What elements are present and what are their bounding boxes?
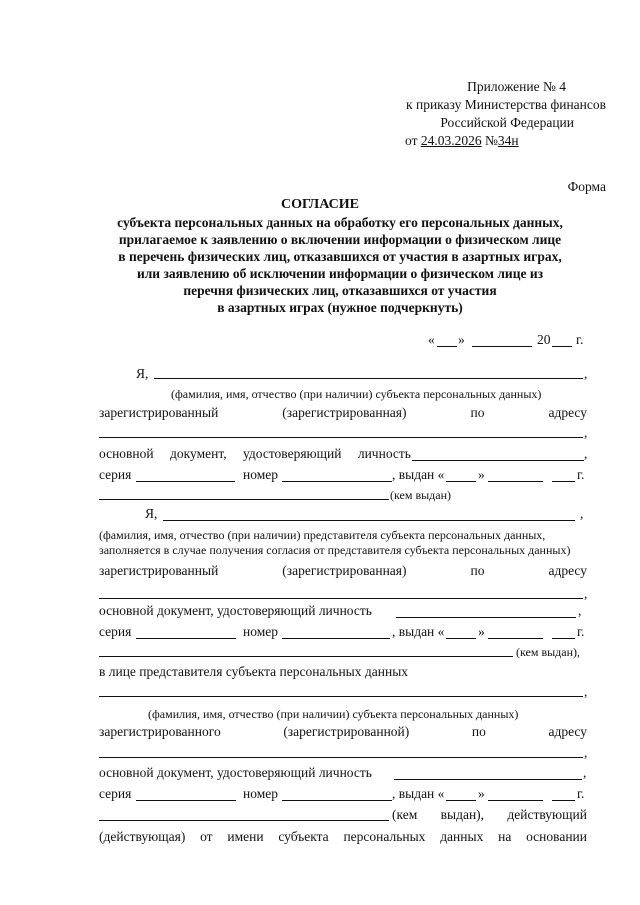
subject-issued-label: , выдан « [392, 467, 445, 482]
subtitle-line-3: в перечень физических лиц, отказавшихся от участия в азартных играх, [118, 249, 562, 264]
rep-doc-comma: , [578, 603, 582, 618]
date-month-field[interactable] [472, 346, 532, 347]
appendix-date-prefix: от [405, 133, 418, 148]
appendix-line-4 [405, 133, 519, 149]
subtitle-line-2: прилагаемое к заявлению о включении информации о физическом лице [118, 232, 562, 247]
word: удостоверяющий [242, 446, 342, 461]
appendix-number-prefix: № [484, 133, 498, 148]
word: основании [526, 829, 587, 844]
date-close-quote: » [458, 332, 465, 347]
date-year-suffix: г. [576, 332, 584, 347]
appendix-number: 34н [497, 133, 519, 148]
word: адресу [548, 563, 587, 578]
rep-fio-field[interactable] [163, 520, 575, 521]
word: основной [99, 446, 154, 461]
word: (кем [392, 807, 418, 822]
subject-issued-month-field[interactable] [488, 481, 543, 482]
appendix-line-2: к приказу Министерства финансов [406, 97, 606, 112]
word: зарегистрированного [99, 724, 221, 739]
rep-issued-day-field[interactable] [446, 638, 476, 639]
rep-issued-year-g: г. [577, 624, 585, 639]
rep-issued-label: , выдан « [392, 624, 445, 639]
word: (зарегистрированная) [282, 405, 407, 420]
in-person-issued-year-g: г. [577, 786, 585, 801]
word: зарегистрированный [99, 563, 219, 578]
rep-issued-year-field[interactable] [552, 638, 575, 639]
subject-ya-label: Я, [136, 366, 149, 381]
rep-doc-label: основной документ, удостоверяющий личность [99, 603, 372, 618]
rep-number-label: номер [243, 624, 279, 639]
word: личность [357, 446, 411, 461]
subject-issued-close: » [478, 467, 485, 482]
word: персональных [343, 829, 426, 844]
subject-issuer-caption: (кем выдан) [390, 488, 452, 502]
subject-number-field[interactable] [282, 481, 392, 482]
rep-registered-line [99, 563, 587, 579]
word: (зарегистрированная) [282, 563, 407, 578]
in-person-issuer-field[interactable] [99, 820, 389, 821]
subject-fio-caption: (фамилия, имя, отчество (при наличии) субъекта персональных данных) [171, 387, 542, 401]
rep-series-label: серия [99, 624, 132, 639]
word: выдан), [440, 807, 485, 822]
subject-issued-year-field[interactable] [552, 481, 575, 482]
in-person-issued-label: , выдан « [392, 786, 445, 801]
date-open-quote: « [428, 332, 435, 347]
in-person-address-field[interactable] [99, 757, 583, 758]
subtitle-line-4: или заявлению об исключении информации о физическом лице из [136, 266, 544, 281]
word: документ, [170, 446, 227, 461]
word: на [498, 829, 512, 844]
in-person-address-comma: , [584, 745, 588, 760]
word: действующий [507, 807, 587, 822]
word: по [470, 405, 485, 420]
rep-issuer-caption: (кем выдан), [516, 645, 581, 659]
subject-series-label: серия [99, 467, 132, 482]
word: (зарегистрированной) [283, 724, 410, 739]
date-day-field[interactable] [437, 346, 457, 347]
word: по [470, 563, 485, 578]
rep-doc-field[interactable] [396, 617, 576, 618]
subject-address-field[interactable] [99, 437, 583, 438]
in-person-issued-day-field[interactable] [446, 800, 476, 801]
word: по [471, 724, 486, 739]
subject-registered-line [99, 405, 587, 421]
in-person-registered-line [99, 724, 587, 740]
in-person-doc-label: основной документ, удостоверяющий личность [99, 765, 372, 780]
in-person-issued-year-field[interactable] [552, 800, 575, 801]
subject-number-label: номер [243, 467, 279, 482]
in-person-number-field[interactable] [282, 800, 392, 801]
subtitle-line-1: субъекта персональных данных на обработку его персональных данных, [117, 215, 563, 230]
subject-doc-comma: , [584, 446, 588, 461]
in-person-comma: , [584, 684, 588, 699]
appendix-date: 24.03.2026 [420, 133, 482, 148]
form-label: Форма [567, 179, 606, 194]
word: (действующая) [99, 829, 186, 844]
subject-fio-field[interactable] [154, 378, 583, 379]
appendix-line-3: Российской Федерации [440, 115, 574, 130]
subject-issued-year-g: г. [577, 467, 585, 482]
in-person-doc-comma: , [583, 765, 587, 780]
rep-ya-label: Я, [145, 506, 158, 521]
rep-issuer-field[interactable] [99, 656, 513, 657]
rep-fio-comma: , [580, 506, 584, 521]
date-year-prefix: 20 [537, 332, 551, 347]
word: от [200, 829, 213, 844]
rep-number-field[interactable] [282, 638, 390, 639]
acting-basis-line [99, 829, 587, 845]
word: субъекта [278, 829, 329, 844]
rep-address-field[interactable] [99, 598, 583, 599]
subject-issuer-field[interactable] [99, 499, 389, 500]
rep-series-field[interactable] [136, 638, 236, 639]
in-person-fio-caption: (фамилия, имя, отчество (при наличии) субъекта персональных данных) [148, 707, 519, 721]
rep-fio-caption-2: заполняется в случае получения согласия от представителя субъекта персональных данных) [99, 543, 571, 557]
date-year-field[interactable] [552, 346, 572, 347]
in-person-label: в лице представителя субъекта персональных данных [99, 664, 409, 679]
subject-issued-day-field[interactable] [446, 481, 476, 482]
word: данных [440, 829, 484, 844]
word: адресу [548, 724, 587, 739]
document-title: СОГЛАСИЕ [281, 197, 359, 212]
in-person-issued-close: » [478, 786, 485, 801]
word: зарегистрированный [99, 405, 219, 420]
in-person-acting-line [392, 807, 587, 823]
subtitle-line-5: перечня физических лиц, отказавшихся от участия [183, 283, 497, 298]
subject-doc-field[interactable] [412, 460, 584, 461]
subtitle-line-6: в азартных играх (нужное подчеркнуть) [217, 300, 463, 315]
in-person-issued-month-field[interactable] [488, 800, 543, 801]
subject-series-field[interactable] [136, 481, 235, 482]
in-person-fio-field[interactable] [99, 696, 583, 697]
subject-fio-comma: , [584, 366, 588, 381]
rep-fio-caption-1: (фамилия, имя, отчество (при наличии) представителя субъекта персональных данных, [99, 528, 546, 542]
word: имени [227, 829, 264, 844]
in-person-series-label: серия [99, 786, 132, 801]
appendix-line-1: Приложение № 4 [467, 79, 566, 94]
in-person-series-field[interactable] [136, 800, 236, 801]
word: адресу [548, 405, 587, 420]
in-person-number-label: номер [243, 786, 279, 801]
rep-issued-month-field[interactable] [488, 638, 543, 639]
rep-issued-close: » [478, 624, 485, 639]
in-person-doc-field[interactable] [394, 779, 582, 780]
rep-address-comma: , [584, 586, 588, 601]
subject-address-comma: , [584, 425, 588, 440]
subject-doc-label [99, 446, 411, 462]
